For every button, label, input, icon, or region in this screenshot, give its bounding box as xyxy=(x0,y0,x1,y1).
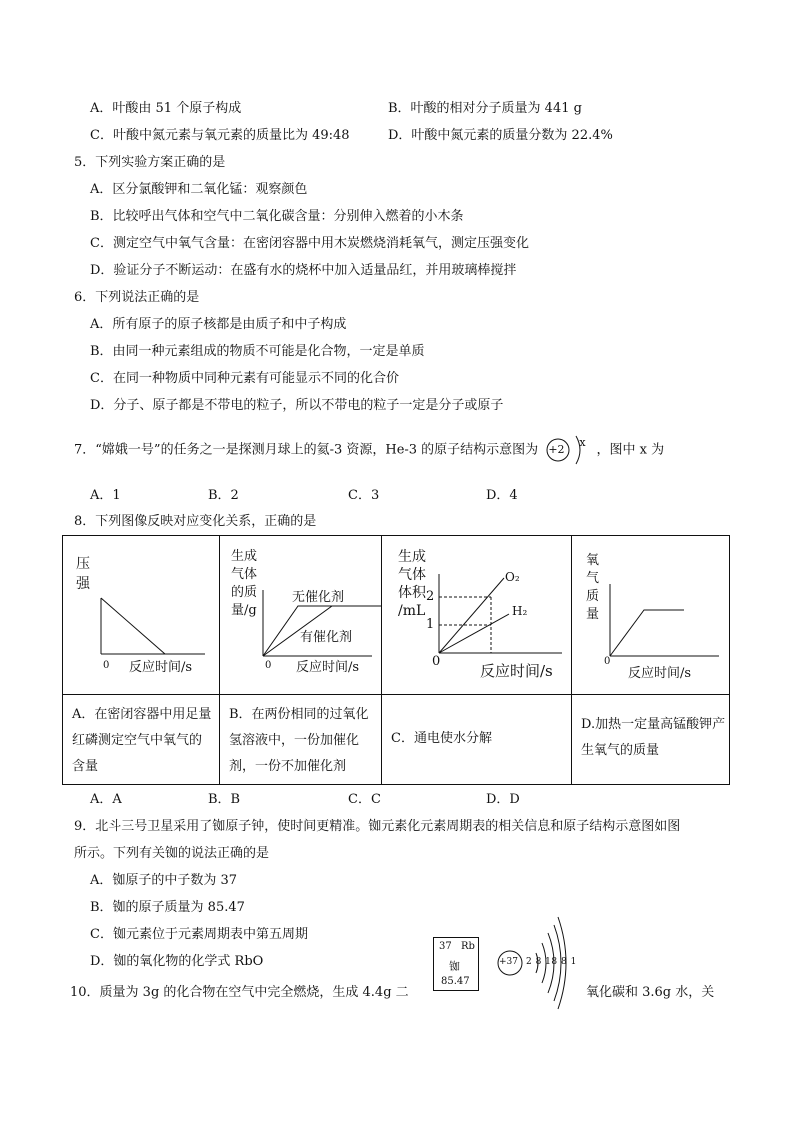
chart-d-ylabel-1: 氧 xyxy=(586,553,600,568)
q4-option-c: C．叶酸中氮元素与氧元素的质量比为 49:48 xyxy=(90,128,350,143)
chart-c-tick-1: 1 xyxy=(426,617,435,632)
chart-c-xlabel: 反应时间/s xyxy=(480,662,553,680)
chart-d-ylabel xyxy=(586,552,599,624)
q4-option-a: A．叶酸由 51 个原子构成 xyxy=(90,101,242,116)
rb-name: 铷 xyxy=(449,960,460,973)
q7-stem-before: 7．“嫦娥一号”的任务之一是探测月球上的氦-3 资源，He-3 的原子结构示意图为 xyxy=(74,442,539,458)
q5-option-d: D．验证分子不断运动：在盛有水的烧杯中加入适量品红，并用玻璃棒搅拌 xyxy=(90,263,517,278)
chart-b-ylabel xyxy=(231,548,257,620)
chart-a-ylabel xyxy=(76,554,90,594)
chart-c-ylabel-2: 气体 xyxy=(398,567,426,583)
chart-c-tick-2: 2 xyxy=(426,589,435,604)
chart-d-xlabel: 反应时间/s xyxy=(628,666,692,681)
chart-c-o2-line xyxy=(439,578,504,653)
q7-option-b: B．2 xyxy=(208,488,239,503)
q4-option-d: D．叶酸中氮元素的质量分数为 22.4% xyxy=(388,128,613,143)
chart-b-ylabel-4: 量/g xyxy=(231,603,257,618)
q6-stem: 6．下列说法正确的是 xyxy=(74,290,200,305)
chart-b-ylabel-2: 气体 xyxy=(231,567,258,582)
q5-option-c: C．测定空气中氧气含量：在密闭容器中用木炭燃烧消耗氧气，测定压强变化 xyxy=(90,236,529,251)
q8-stem: 8．下列图像反映对应变化关系，正确的是 xyxy=(74,514,317,529)
chart-c-origin: 0 xyxy=(432,654,441,669)
chart-cell-a xyxy=(63,536,220,784)
q7-option-a: A．1 xyxy=(90,488,121,503)
chart-b-ylabel-1: 生成 xyxy=(231,549,258,564)
q8-option-d: D．D xyxy=(486,792,520,807)
rb-atomic-mass: 85.47 xyxy=(441,976,470,987)
chart-a-origin: 0 xyxy=(103,660,110,671)
q5-option-b: B．比较呼出气体和空气中二氧化碳含量：分别伸入燃着的小木条 xyxy=(90,209,464,224)
chart-b-series-catalyst: 有催化剂 xyxy=(300,630,353,645)
rb-nucleus-label: +37 xyxy=(499,957,518,967)
q8-option-a: A．A xyxy=(90,792,122,807)
chart-c-ylabel-4: /mL xyxy=(398,603,426,619)
q5-option-a: A．区分氯酸钾和二氧化锰：观察颜色 xyxy=(90,182,308,197)
rb-symbol: Rb xyxy=(461,941,475,952)
chart-b-origin: 0 xyxy=(265,660,272,671)
q7-stem-after: ，图中 x 为 xyxy=(596,442,665,458)
q9-option-d: D．铷的氧化物的化学式 RbO xyxy=(90,954,264,969)
chart-a-ylabel-1: 压 xyxy=(76,556,90,572)
q10-stem-line1: 10．质量为 3g 的化合物在空气中完全燃烧，生成 4.4g 二 xyxy=(70,985,409,1000)
chart-a-ylabel-2: 强 xyxy=(76,576,90,592)
chart-cell-d xyxy=(572,536,729,784)
chart-b-xlabel: 反应时间/s xyxy=(296,660,360,675)
atom-diagram-he3 xyxy=(542,436,592,459)
rb-atom-structure xyxy=(494,913,577,1013)
q7-option-d: D．4 xyxy=(486,488,518,503)
q6-option-a: A．所有原子的原子核都是由质子和中子构成 xyxy=(90,317,347,332)
chart-d-origin: 0 xyxy=(604,656,611,667)
q8-chart-table xyxy=(62,535,730,785)
chart-c-series-o2: O₂ xyxy=(505,570,520,584)
q8-option-b: B．B xyxy=(208,792,241,807)
chart-c-ylabel xyxy=(398,548,426,620)
chart-cell-c xyxy=(382,536,572,784)
chart-c-h2-line xyxy=(439,614,509,653)
chart-c-ylabel-3: 体积 xyxy=(398,585,426,601)
q9-option-b: B．铷的原子质量为 85.47 xyxy=(90,900,245,915)
chart-d-caption: D.加热一定量高锰酸钾产生氧气的质量 xyxy=(581,717,726,758)
chart-d-ylabel-2: 气 xyxy=(586,571,600,586)
chart-b-series-no-catalyst: 无催化剂 xyxy=(292,590,345,605)
q5-stem: 5．下列实验方案正确的是 xyxy=(74,155,226,170)
chart-a-caption: A．在密闭容器中用足量红磷测定空气中氧气的含量 xyxy=(72,707,212,774)
he3-shell-label: x xyxy=(579,436,586,449)
chart-c-series-h2: H₂ xyxy=(512,604,528,618)
chart-c-caption: C．通电使水分解 xyxy=(391,731,492,746)
chart-a-xlabel: 反应时间/s xyxy=(129,660,193,675)
q6-option-c: C．在同一种物质中同种元素有可能显示不同的化合价 xyxy=(90,371,399,386)
chart-d-oxygen-line xyxy=(610,610,684,656)
chart-c-ylabel-1: 生成 xyxy=(398,549,426,565)
q9-stem-line2: 所示。下列有关铷的说法正确的是 xyxy=(74,846,270,861)
q6-option-d: D．分子、原子都是不带电的粒子，所以不带电的粒子一定是分子或原子 xyxy=(90,398,504,413)
q7-stem xyxy=(74,436,665,460)
chart-cell-b xyxy=(220,536,382,784)
rb-element-card xyxy=(433,937,479,991)
q9-option-c: C．铷元素位于元素周期表中第五周期 xyxy=(90,927,308,942)
chart-d-ylabel-3: 质 xyxy=(586,589,600,604)
q6-option-b: B．由同一种元素组成的物质不可能是化合物，一定是单质 xyxy=(90,344,425,359)
q8-option-c: C．C xyxy=(348,792,381,807)
chart-d-ylabel-4: 量 xyxy=(586,607,600,622)
chart-a-pressure-line xyxy=(101,598,165,654)
he3-nucleus-label: +2 xyxy=(548,443,565,456)
chart-b-ylabel-3: 的质 xyxy=(231,585,258,600)
rb-atomic-number: 37 xyxy=(439,941,452,952)
chart-b-caption: B．在两份相同的过氧化氢溶液中，一份加催化剂，一份不加催化剂 xyxy=(229,707,369,774)
q10-stem-line1-tail: 氧化碳和 3.6g 水，关 xyxy=(586,985,715,1000)
q9-option-a: A．铷原子的中子数为 37 xyxy=(90,873,238,888)
q7-option-c: C．3 xyxy=(348,488,380,503)
q4-option-b: B．叶酸的相对分子质量为 441 g xyxy=(388,101,582,116)
rb-shell-electrons: 2 8 18 8 1 xyxy=(526,957,577,967)
q9-stem-line1: 9．北斗三号卫星采用了铷原子钟，使时间更精准。铷元素化元素周期表的相关信息和原子结构示意图如图 xyxy=(74,819,681,834)
